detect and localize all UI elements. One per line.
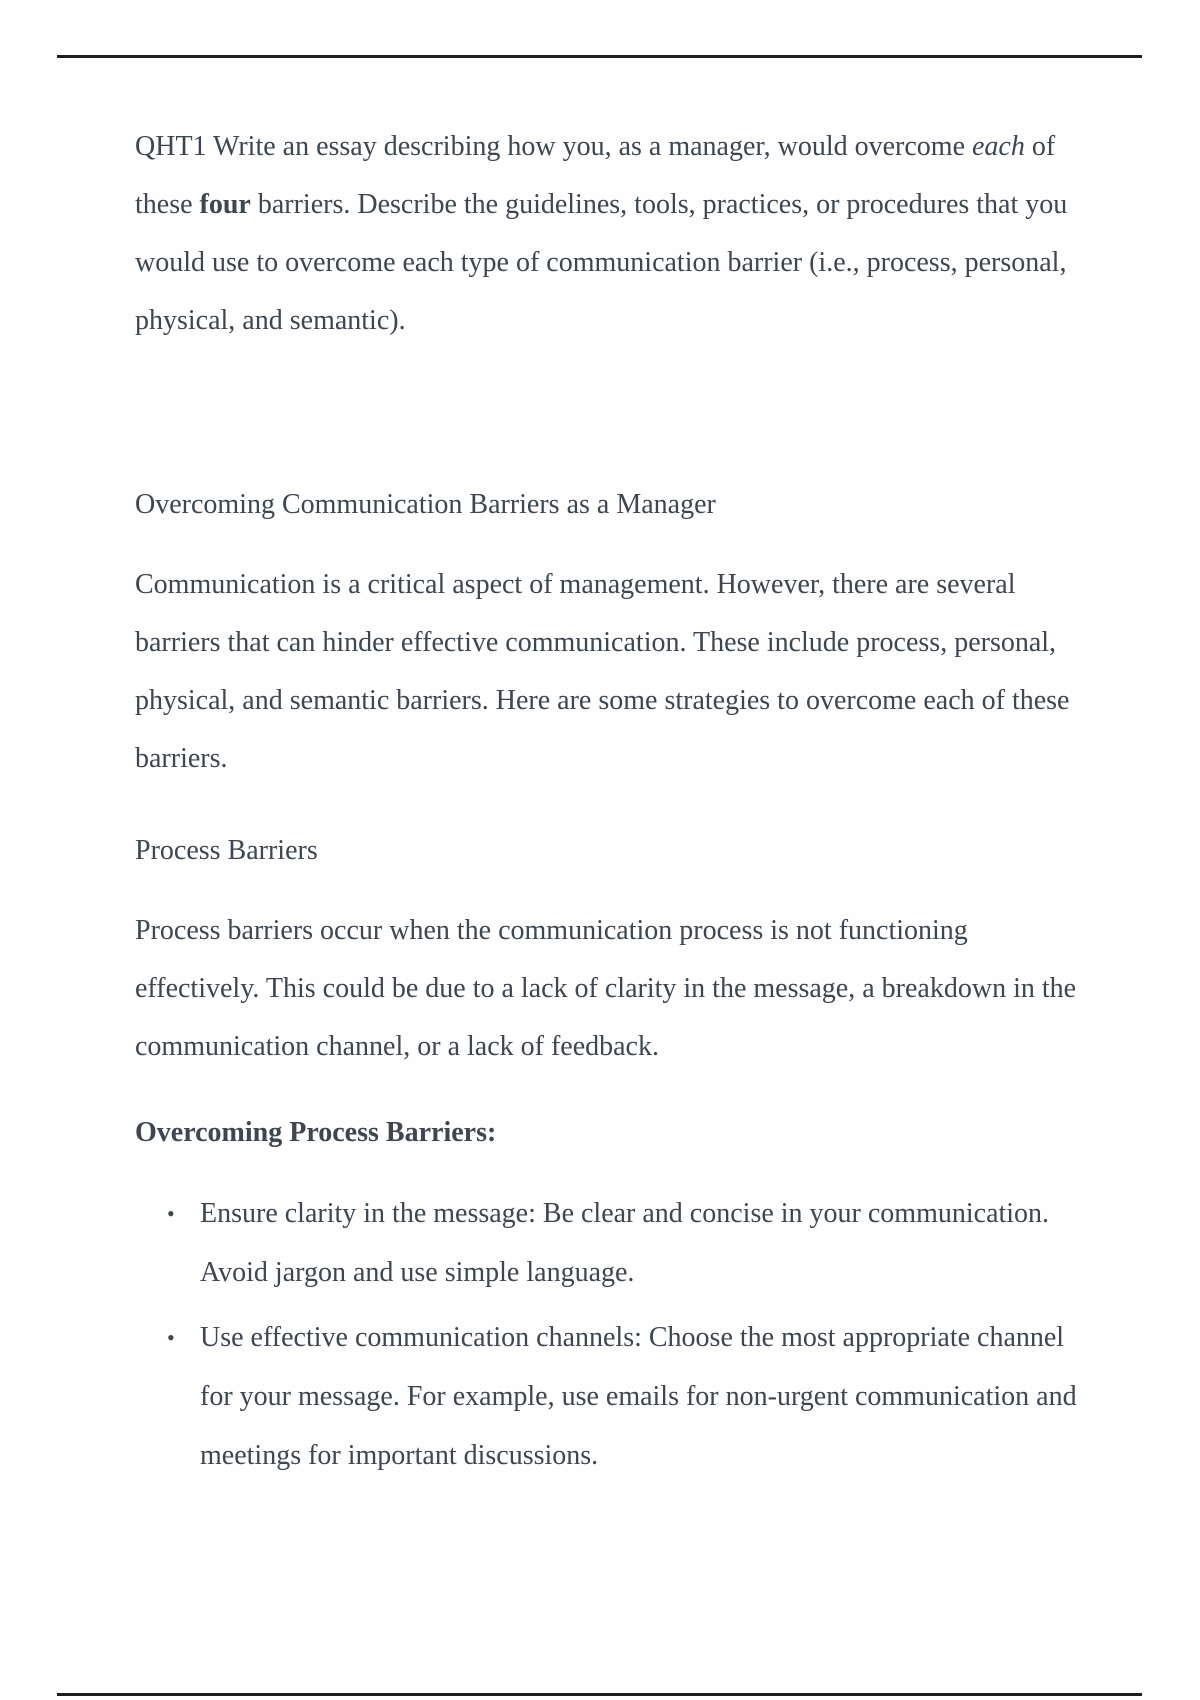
- process-barriers-paragraph: Process barriers occur when the communication process is not functioning effectively. This could be due to a lack of clarity in the message, a breakdown in the communication channel, or a lack of feedback.: [135, 915, 1077, 1062]
- top-horizontal-rule: [57, 55, 1142, 58]
- assignment-prompt-paragraph: [135, 118, 1083, 350]
- overcoming-process-barriers-heading: Overcoming Process Barriers:: [135, 1117, 497, 1148]
- bullet-text: Ensure clarity in the message: Be clear and concise in your communication. Avoid jargon and use simple language.: [200, 1198, 1050, 1288]
- bullet-marker-icon: •: [167, 1201, 175, 1226]
- prompt-text-post: barriers. Describe the guidelines, tools, practices, or procedures that you would use to overcome each type of communication barrier (i.e., process, personal, physical, and semantic).: [135, 189, 1068, 336]
- intro-paragraph: Communication is a critical aspect of management. However, there are several barriers that can hinder effective communication. These include process, personal, physical, and semantic barriers. Here are some strategies to overcome each of these barriers.: [135, 569, 1070, 774]
- section-heading-process-barriers: Process Barriers: [135, 835, 318, 866]
- bullet-marker-icon: •: [167, 1325, 175, 1350]
- bottom-horizontal-rule: [57, 1693, 1142, 1696]
- document-title: Overcoming Communication Barriers as a Manager: [135, 489, 716, 520]
- bullet-item-clarity: [135, 1184, 1083, 1302]
- prompt-text-mid: of these: [135, 131, 1056, 220]
- prompt-text-italic-each: each: [972, 131, 1025, 162]
- bullet-list: [135, 1184, 1083, 1485]
- document-content: [135, 118, 1083, 1491]
- prompt-text-bold-four: four: [199, 189, 251, 220]
- prompt-text-pre: QHT1 Write an essay describing how you, as a manager, would overcome: [135, 131, 972, 162]
- bullet-text: Use effective communication channels: Choose the most appropriate channel for your message. For example, use emails for non-urgent communication and meetings for important discussions.: [200, 1322, 1077, 1471]
- bullet-item-channels: [135, 1308, 1083, 1485]
